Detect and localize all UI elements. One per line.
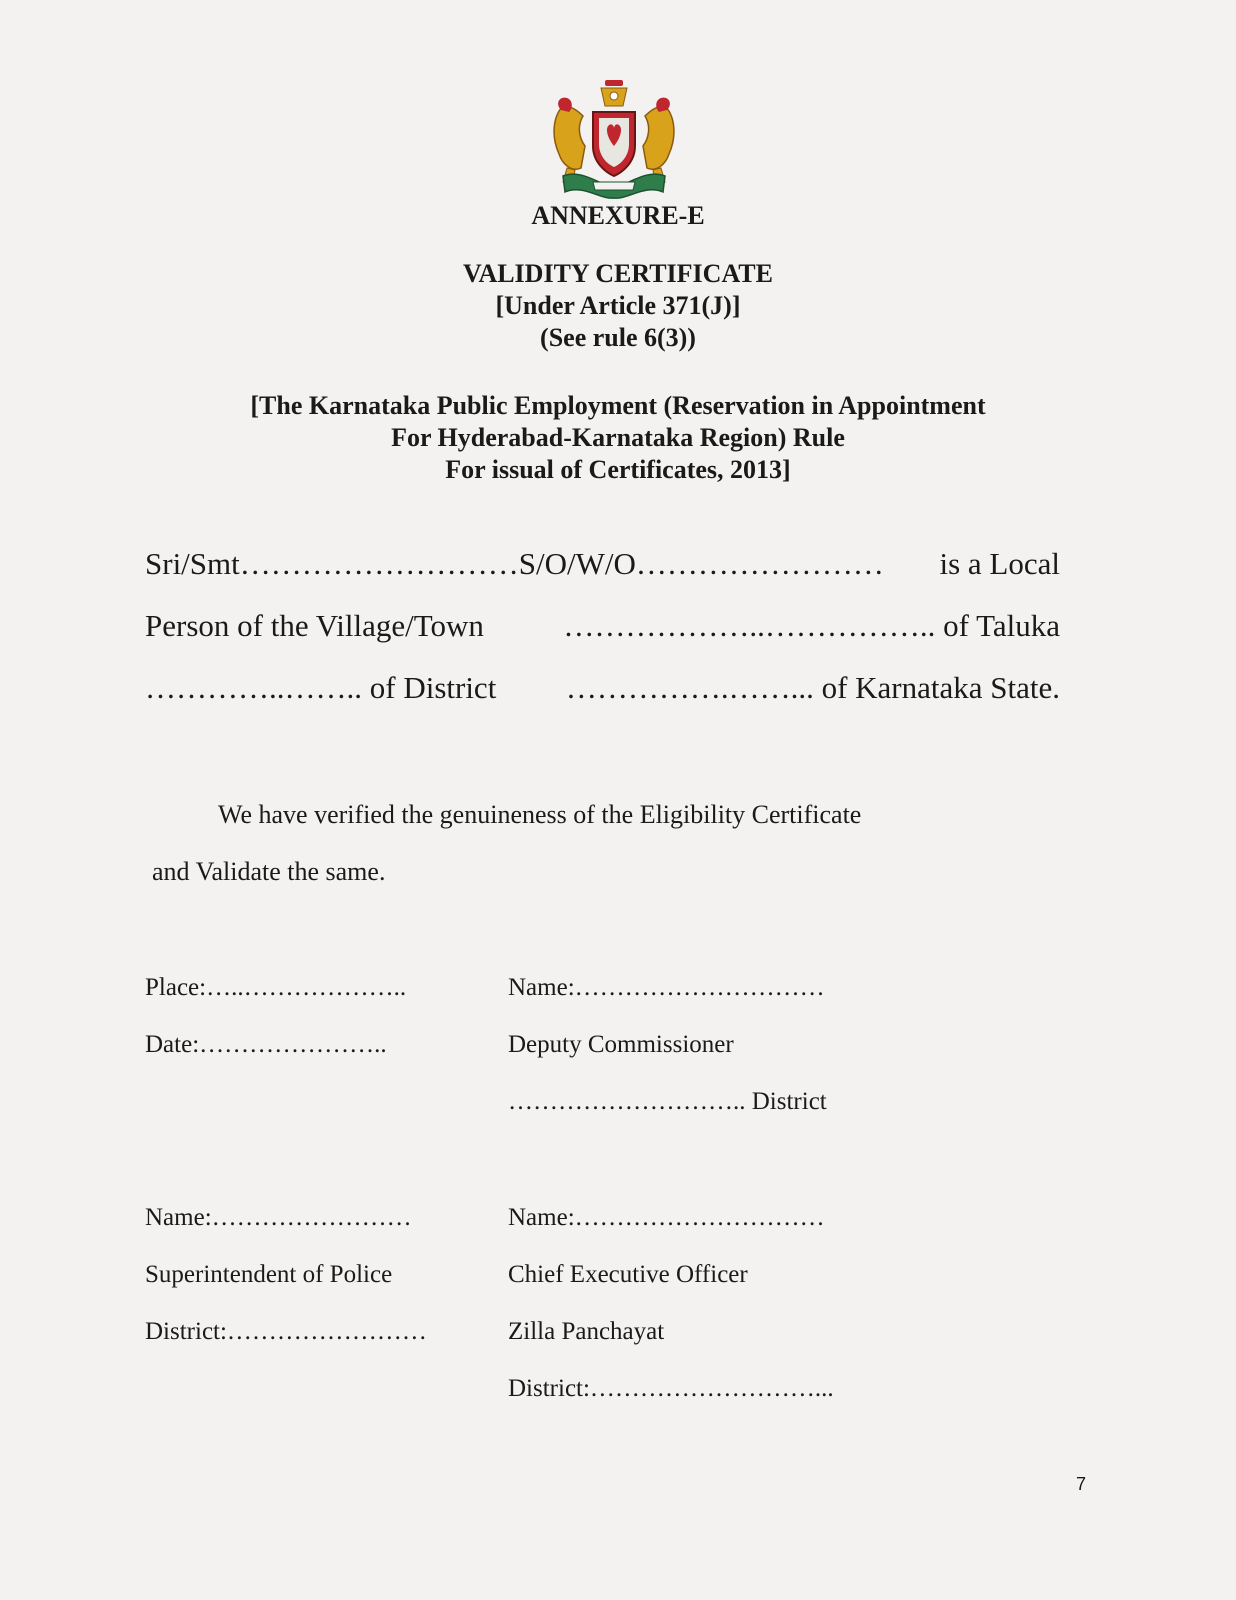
karnataka-emblem bbox=[543, 76, 685, 200]
page-number: 7 bbox=[1076, 1474, 1087, 1494]
fill-line-village-right: ………………..…………….. of Taluka bbox=[563, 608, 1060, 643]
fill-line-name bbox=[145, 544, 1060, 584]
dc-title: Deputy Commissioner bbox=[508, 1031, 734, 1058]
date-field: Date:………………….. bbox=[145, 1031, 387, 1058]
act-title-line-2: For Hyderabad-Karnataka Region) Rule bbox=[391, 423, 845, 452]
ceo-title: Chief Executive Officer bbox=[508, 1261, 748, 1288]
certificate-title: VALIDITY CERTIFICATE bbox=[463, 259, 773, 288]
fill-line-district bbox=[145, 668, 1060, 708]
fill-line-name-left: Sri/Smt………………………S/O/W/O…………………… bbox=[145, 546, 884, 581]
verification-text-line-2: and Validate the same. bbox=[152, 857, 386, 886]
ceo-organisation: Zilla Panchayat bbox=[508, 1318, 665, 1345]
dc-district-field: ……………………….. District bbox=[508, 1088, 827, 1115]
ceo-district-field: District:………………………... bbox=[508, 1375, 834, 1402]
fill-line-village bbox=[145, 606, 1060, 646]
rule-reference: (See rule 6(3)) bbox=[540, 323, 696, 352]
fill-line-district-left: …………..…….. of District bbox=[145, 670, 497, 705]
fill-line-name-right: is a Local bbox=[939, 546, 1060, 581]
act-title-line-1: [The Karnataka Public Employment (Reservation in Appointment bbox=[250, 391, 986, 420]
place-field: Place:…..……………….. bbox=[145, 974, 407, 1001]
sp-name-field: Name:…………………… bbox=[145, 1204, 412, 1231]
sp-title: Superintendent of Police bbox=[145, 1261, 393, 1288]
fill-line-district-right: …………….……... of Karnataka State. bbox=[565, 670, 1060, 705]
ceo-name-field: Name:………………………… bbox=[508, 1204, 825, 1231]
verification-text-line-1: We have verified the genuineness of the Eligibility Certificate bbox=[218, 800, 862, 829]
article-reference: [Under Article 371(J)] bbox=[495, 291, 741, 320]
annexure-label: ANNEXURE-E bbox=[531, 201, 705, 230]
fill-line-village-left: Person of the Village/Town bbox=[145, 608, 484, 643]
sp-district-field: District:…………………… bbox=[145, 1318, 427, 1345]
dc-name-field: Name:………………………… bbox=[508, 974, 825, 1001]
act-title-line-3: For issual of Certificates, 2013] bbox=[445, 455, 791, 484]
